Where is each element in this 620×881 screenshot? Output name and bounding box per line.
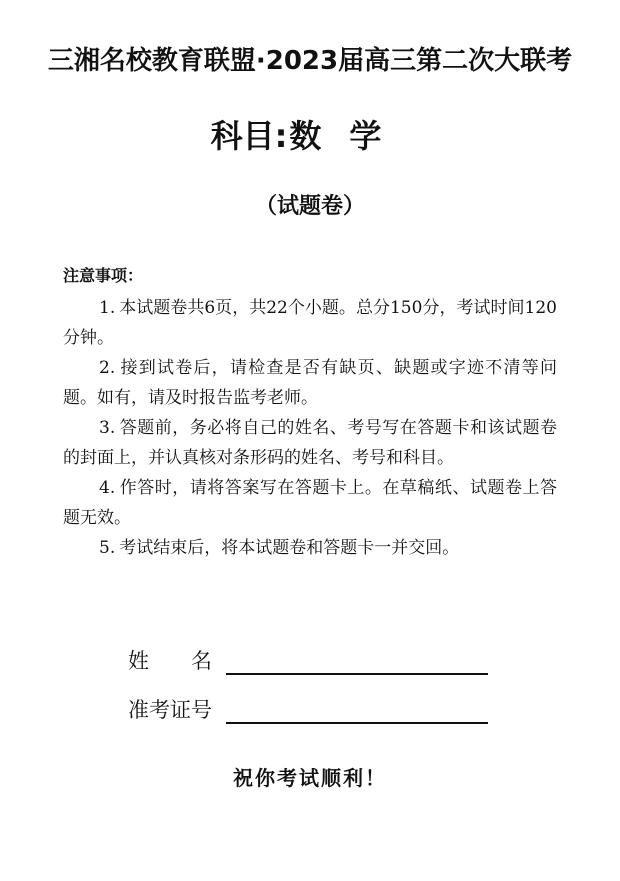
notice-item-text: 考试结束后，将本试题卷和答题卡一并交回。 bbox=[119, 538, 460, 558]
notice-list bbox=[63, 293, 557, 563]
name-field-row bbox=[128, 645, 488, 675]
closing-message: 祝你考试顺利！ bbox=[233, 766, 387, 790]
exam-id-fill-line[interactable] bbox=[226, 698, 488, 724]
notice-item bbox=[63, 353, 557, 413]
subject-line bbox=[0, 111, 620, 157]
notice-item-text: 本试题卷共6页，共22个小题。总分150分，考试时间120分钟。 bbox=[63, 298, 557, 348]
volume-label: （试题卷） bbox=[254, 193, 365, 219]
notice-item-number: 3. bbox=[99, 418, 116, 438]
notice-item bbox=[63, 533, 557, 563]
notice-item-number: 5. bbox=[99, 538, 116, 558]
notice-item-text: 作答时，请将答案写在答题卡上。在草稿纸、试题卷上答题无效。 bbox=[63, 478, 557, 528]
notice-item bbox=[63, 413, 557, 473]
notice-item bbox=[63, 293, 557, 353]
notice-item-number: 2. bbox=[99, 358, 116, 378]
name-fill-line[interactable] bbox=[226, 649, 488, 675]
notice-item-number: 4. bbox=[99, 478, 116, 498]
name-label: 姓 名 bbox=[128, 649, 212, 673]
exam-title: 三湘名校教育联盟·2023届高三第二次大联考 bbox=[47, 46, 573, 76]
subject-value: 数学 bbox=[289, 117, 410, 155]
notice-item bbox=[63, 473, 557, 533]
subject-label: 科目: bbox=[210, 117, 288, 155]
notice-heading: 注意事项： bbox=[63, 266, 144, 285]
id-field-row bbox=[128, 694, 488, 724]
notice-item-text: 答题前，务必将自己的姓名、考号写在答题卡和该试题卷的封面上，并认真核对条形码的姓名、考号和科目。 bbox=[63, 418, 557, 468]
notice-item-text: 接到试卷后，请检查是否有缺页、缺题或字迹不清等问题。如有，请及时报告监考老师。 bbox=[63, 358, 557, 408]
notice-item-number: 1. bbox=[99, 298, 116, 318]
exam-id-label: 准考证号 bbox=[128, 698, 212, 722]
